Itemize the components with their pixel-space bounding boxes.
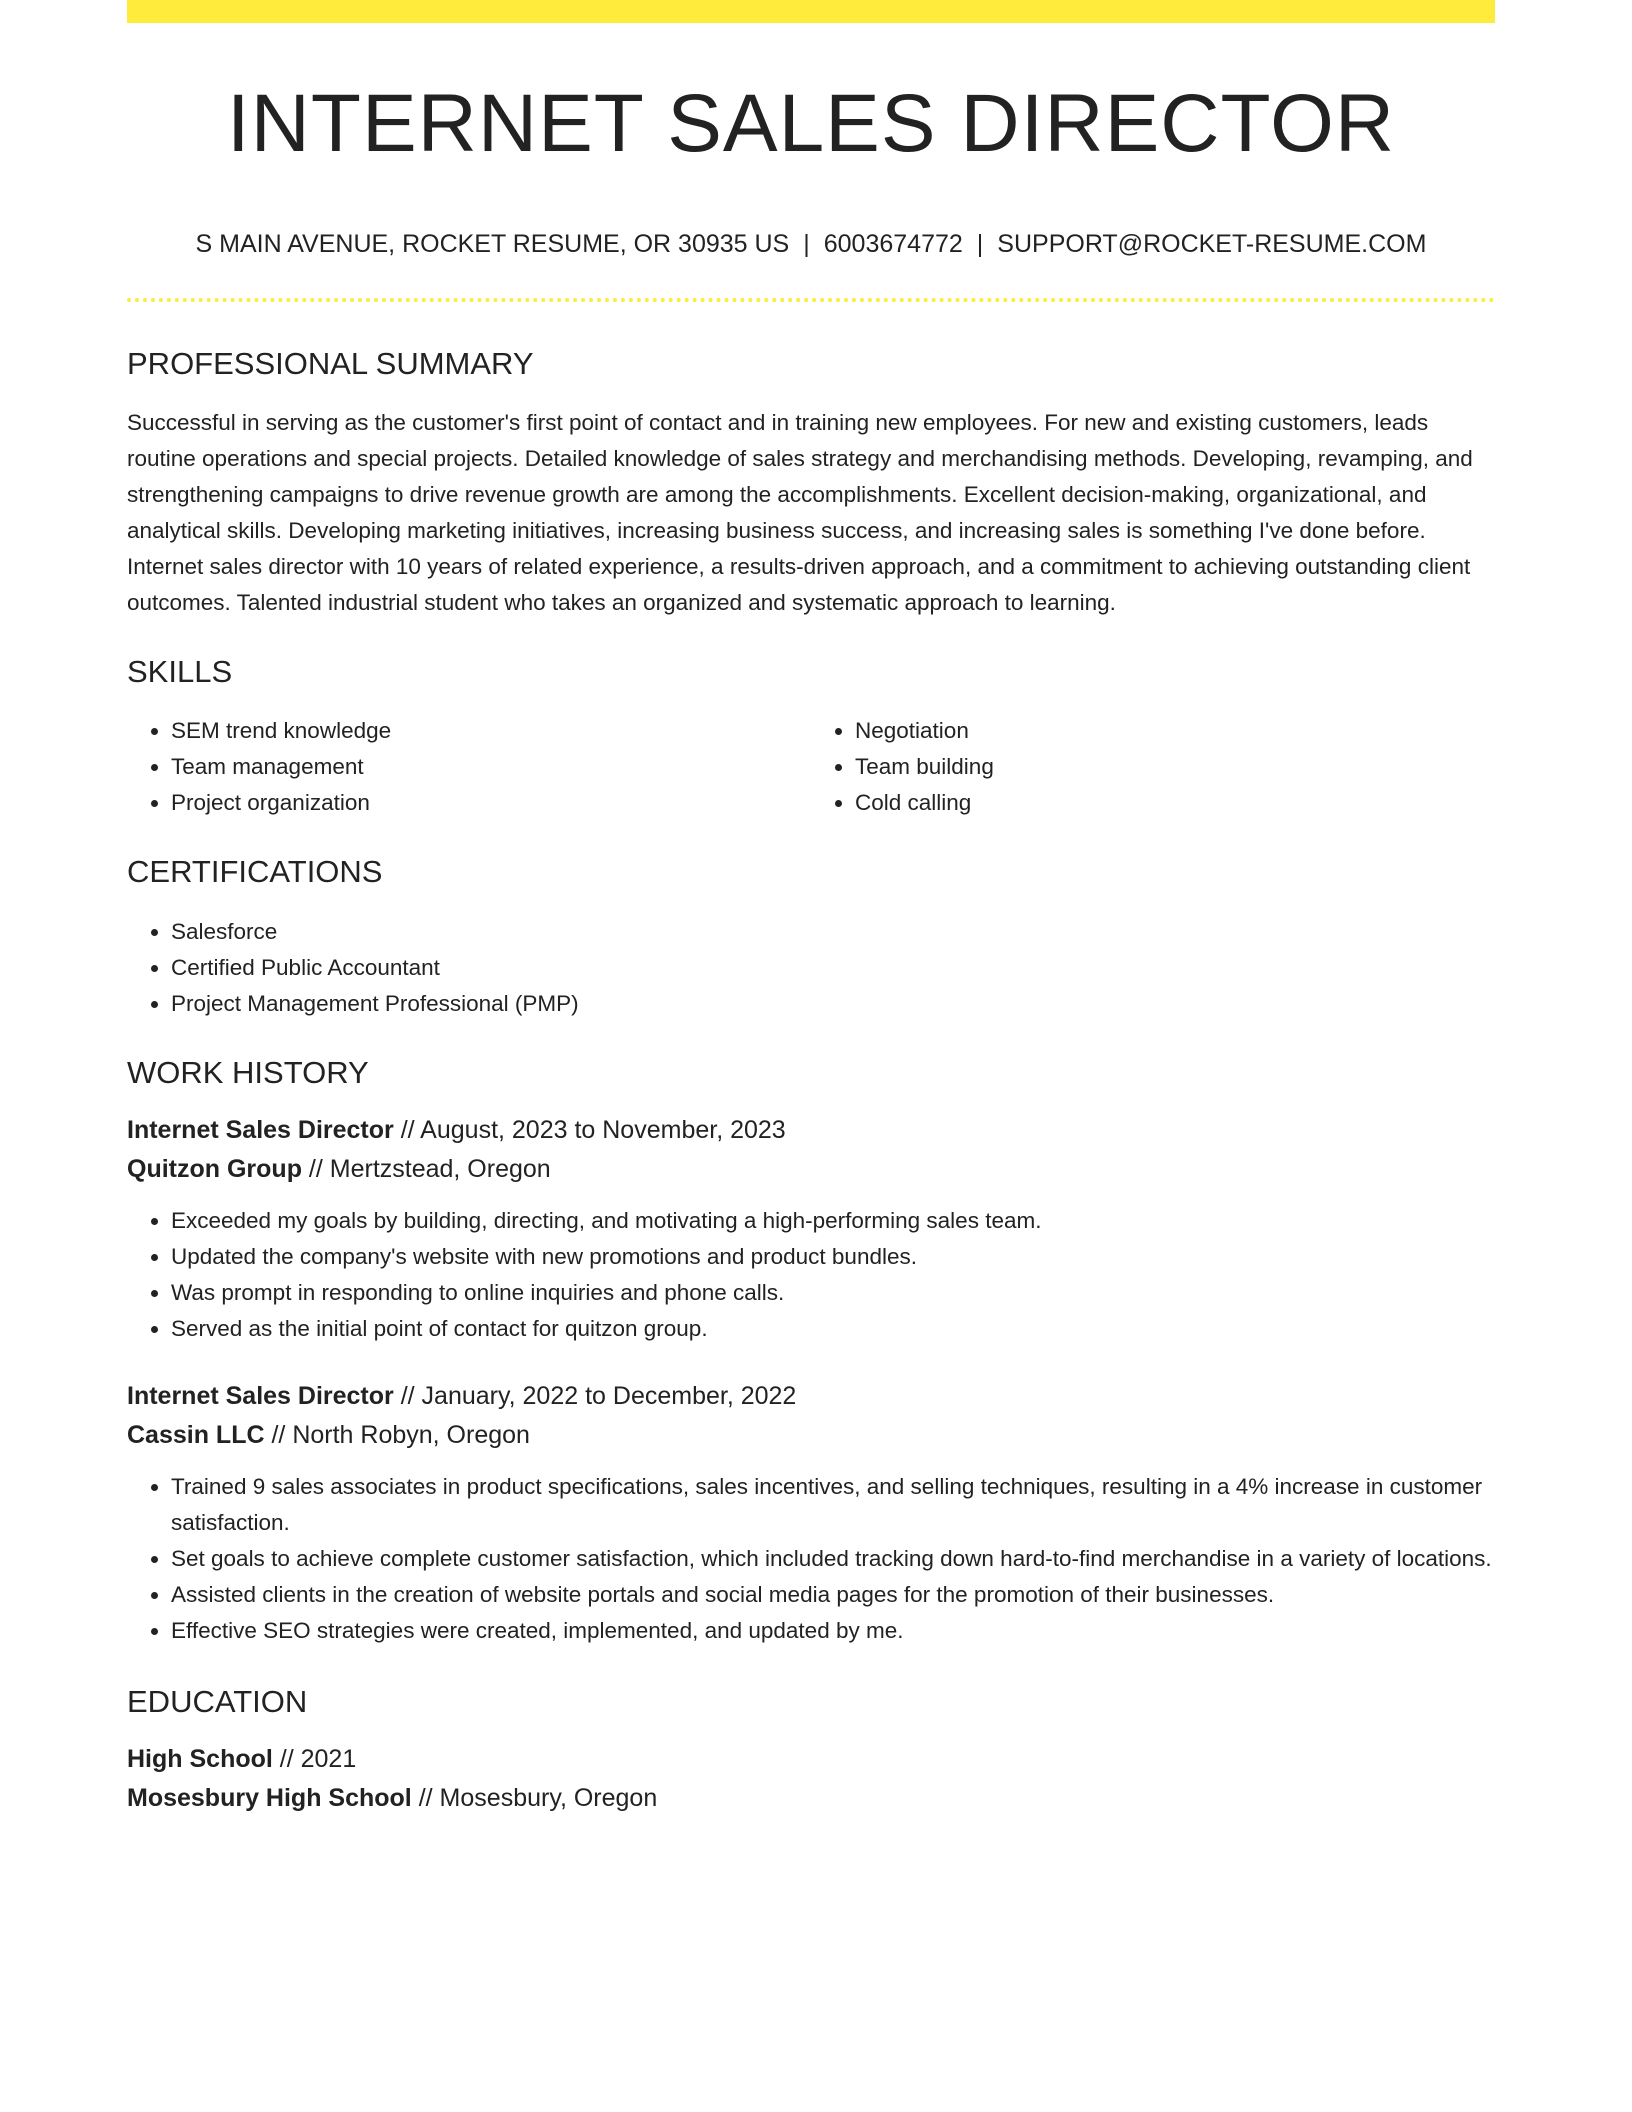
contact-separator: | [976, 230, 984, 258]
skill-item: • Cold calling [855, 785, 1495, 821]
summary-heading: PROFESSIONAL SUMMARY [127, 346, 534, 381]
contact-line [127, 229, 1495, 259]
education-entry [127, 1740, 1495, 1818]
education-school-line [127, 1779, 1495, 1818]
job-company: Cassin LLC [127, 1420, 265, 1449]
job-location: // North Robyn, Oregon [271, 1420, 530, 1449]
resume-name: INTERNET SALES DIRECTOR [226, 78, 1396, 169]
job-company-line [127, 1416, 1495, 1455]
certifications-heading: CERTIFICATIONS [127, 854, 383, 890]
resume-page [127, 0, 1495, 1818]
job-bullet: • Assisted clients in the creation of website portals and social media pages for the promotion of their businesses. [171, 1577, 1495, 1613]
job-bullet: • Trained 9 sales associates in product specifications, sales incentives, and selling techniques, resulting in a 4% increase in customer satisfaction. [171, 1469, 1495, 1541]
job-dates: // January, 2022 to December, 2022 [400, 1381, 797, 1410]
certifications-list [127, 914, 1495, 1022]
job-bullet: • Set goals to achieve complete customer satisfaction, which included tracking down hard-to-find merchandise in a variety of locations. [171, 1541, 1495, 1577]
job-bullet: • Updated the company's website with new promotions and product bundles. [171, 1239, 1495, 1275]
job-bullet: • Exceeded my goals by building, directing, and motivating a high-performing sales team. [171, 1203, 1495, 1239]
education-year: // 2021 [279, 1744, 357, 1773]
job-bullet: • Was prompt in responding to online inquiries and phone calls. [171, 1275, 1495, 1311]
skills-heading: SKILLS [127, 654, 233, 690]
skills-list [127, 713, 1495, 821]
contact-email: SUPPORT@ROCKET-RESUME.COM [997, 230, 1427, 258]
job-role-line [127, 1377, 1495, 1416]
job-role: Internet Sales Director [127, 1381, 394, 1410]
job-bullets [127, 1469, 1495, 1649]
contact-phone: 6003674772 [823, 230, 963, 258]
skill-item: • Team building [855, 749, 1495, 785]
education-degree: High School [127, 1744, 273, 1773]
contact-separator: | [803, 230, 810, 258]
skill-item: • Team management [171, 749, 811, 785]
skills-column-right [811, 713, 1495, 821]
accent-top-bar [127, 0, 1495, 23]
job-company: Quitzon Group [127, 1154, 302, 1183]
work-history-heading: WORK HISTORY [127, 1054, 369, 1090]
job-role: Internet Sales Director [127, 1115, 394, 1144]
job-dates: // August, 2023 to November, 2023 [400, 1115, 786, 1144]
education-heading: EDUCATION [127, 1683, 308, 1719]
certification-item: • Certified Public Accountant [171, 950, 1495, 986]
job-bullet: • Served as the initial point of contact for quitzon group. [171, 1311, 1495, 1347]
skill-item: • SEM trend knowledge [171, 713, 811, 749]
job-entry [127, 1377, 1495, 1649]
summary-text: Successful in serving as the customer's first point of contact and in training new employees. For new and existing customers, leads routine operations and special projects. Detailed knowledge of sales strategy and merchandising methods. Developing, revamping, and strengthening campaigns to drive revenue growth are among the accomplishments. Excellent decision-making, organizational, and analytical skills. Developing marketing initiatives, increasing business success, and increasing sales is something I've done before. Internet sales director with 10 years of related experience, a results-driven approach, and a commitment to achieving outstanding client outcomes. Talented industrial student who takes an organized and systematic approach to learning. [127, 410, 1473, 616]
job-location: // Mertzstead, Oregon [308, 1154, 551, 1183]
job-bullets [127, 1203, 1495, 1347]
education-location: // Mosesbury, Oregon [418, 1783, 658, 1812]
job-role-line [127, 1111, 1495, 1150]
skill-item: • Negotiation [855, 713, 1495, 749]
skills-column-left [127, 713, 811, 821]
dotted-divider [127, 298, 1495, 302]
skill-item: • Project organization [171, 785, 811, 821]
contact-address: S MAIN AVENUE, ROCKET RESUME, OR 30935 US [195, 230, 790, 258]
certification-item: • Salesforce [171, 914, 1495, 950]
education-school: Mosesbury High School [127, 1783, 412, 1812]
certification-item: • Project Management Professional (PMP) [171, 986, 1495, 1022]
job-company-line [127, 1150, 1495, 1189]
job-entry [127, 1111, 1495, 1347]
education-degree-line [127, 1740, 1495, 1779]
job-bullet: • Effective SEO strategies were created, implemented, and updated by me. [171, 1613, 1495, 1649]
